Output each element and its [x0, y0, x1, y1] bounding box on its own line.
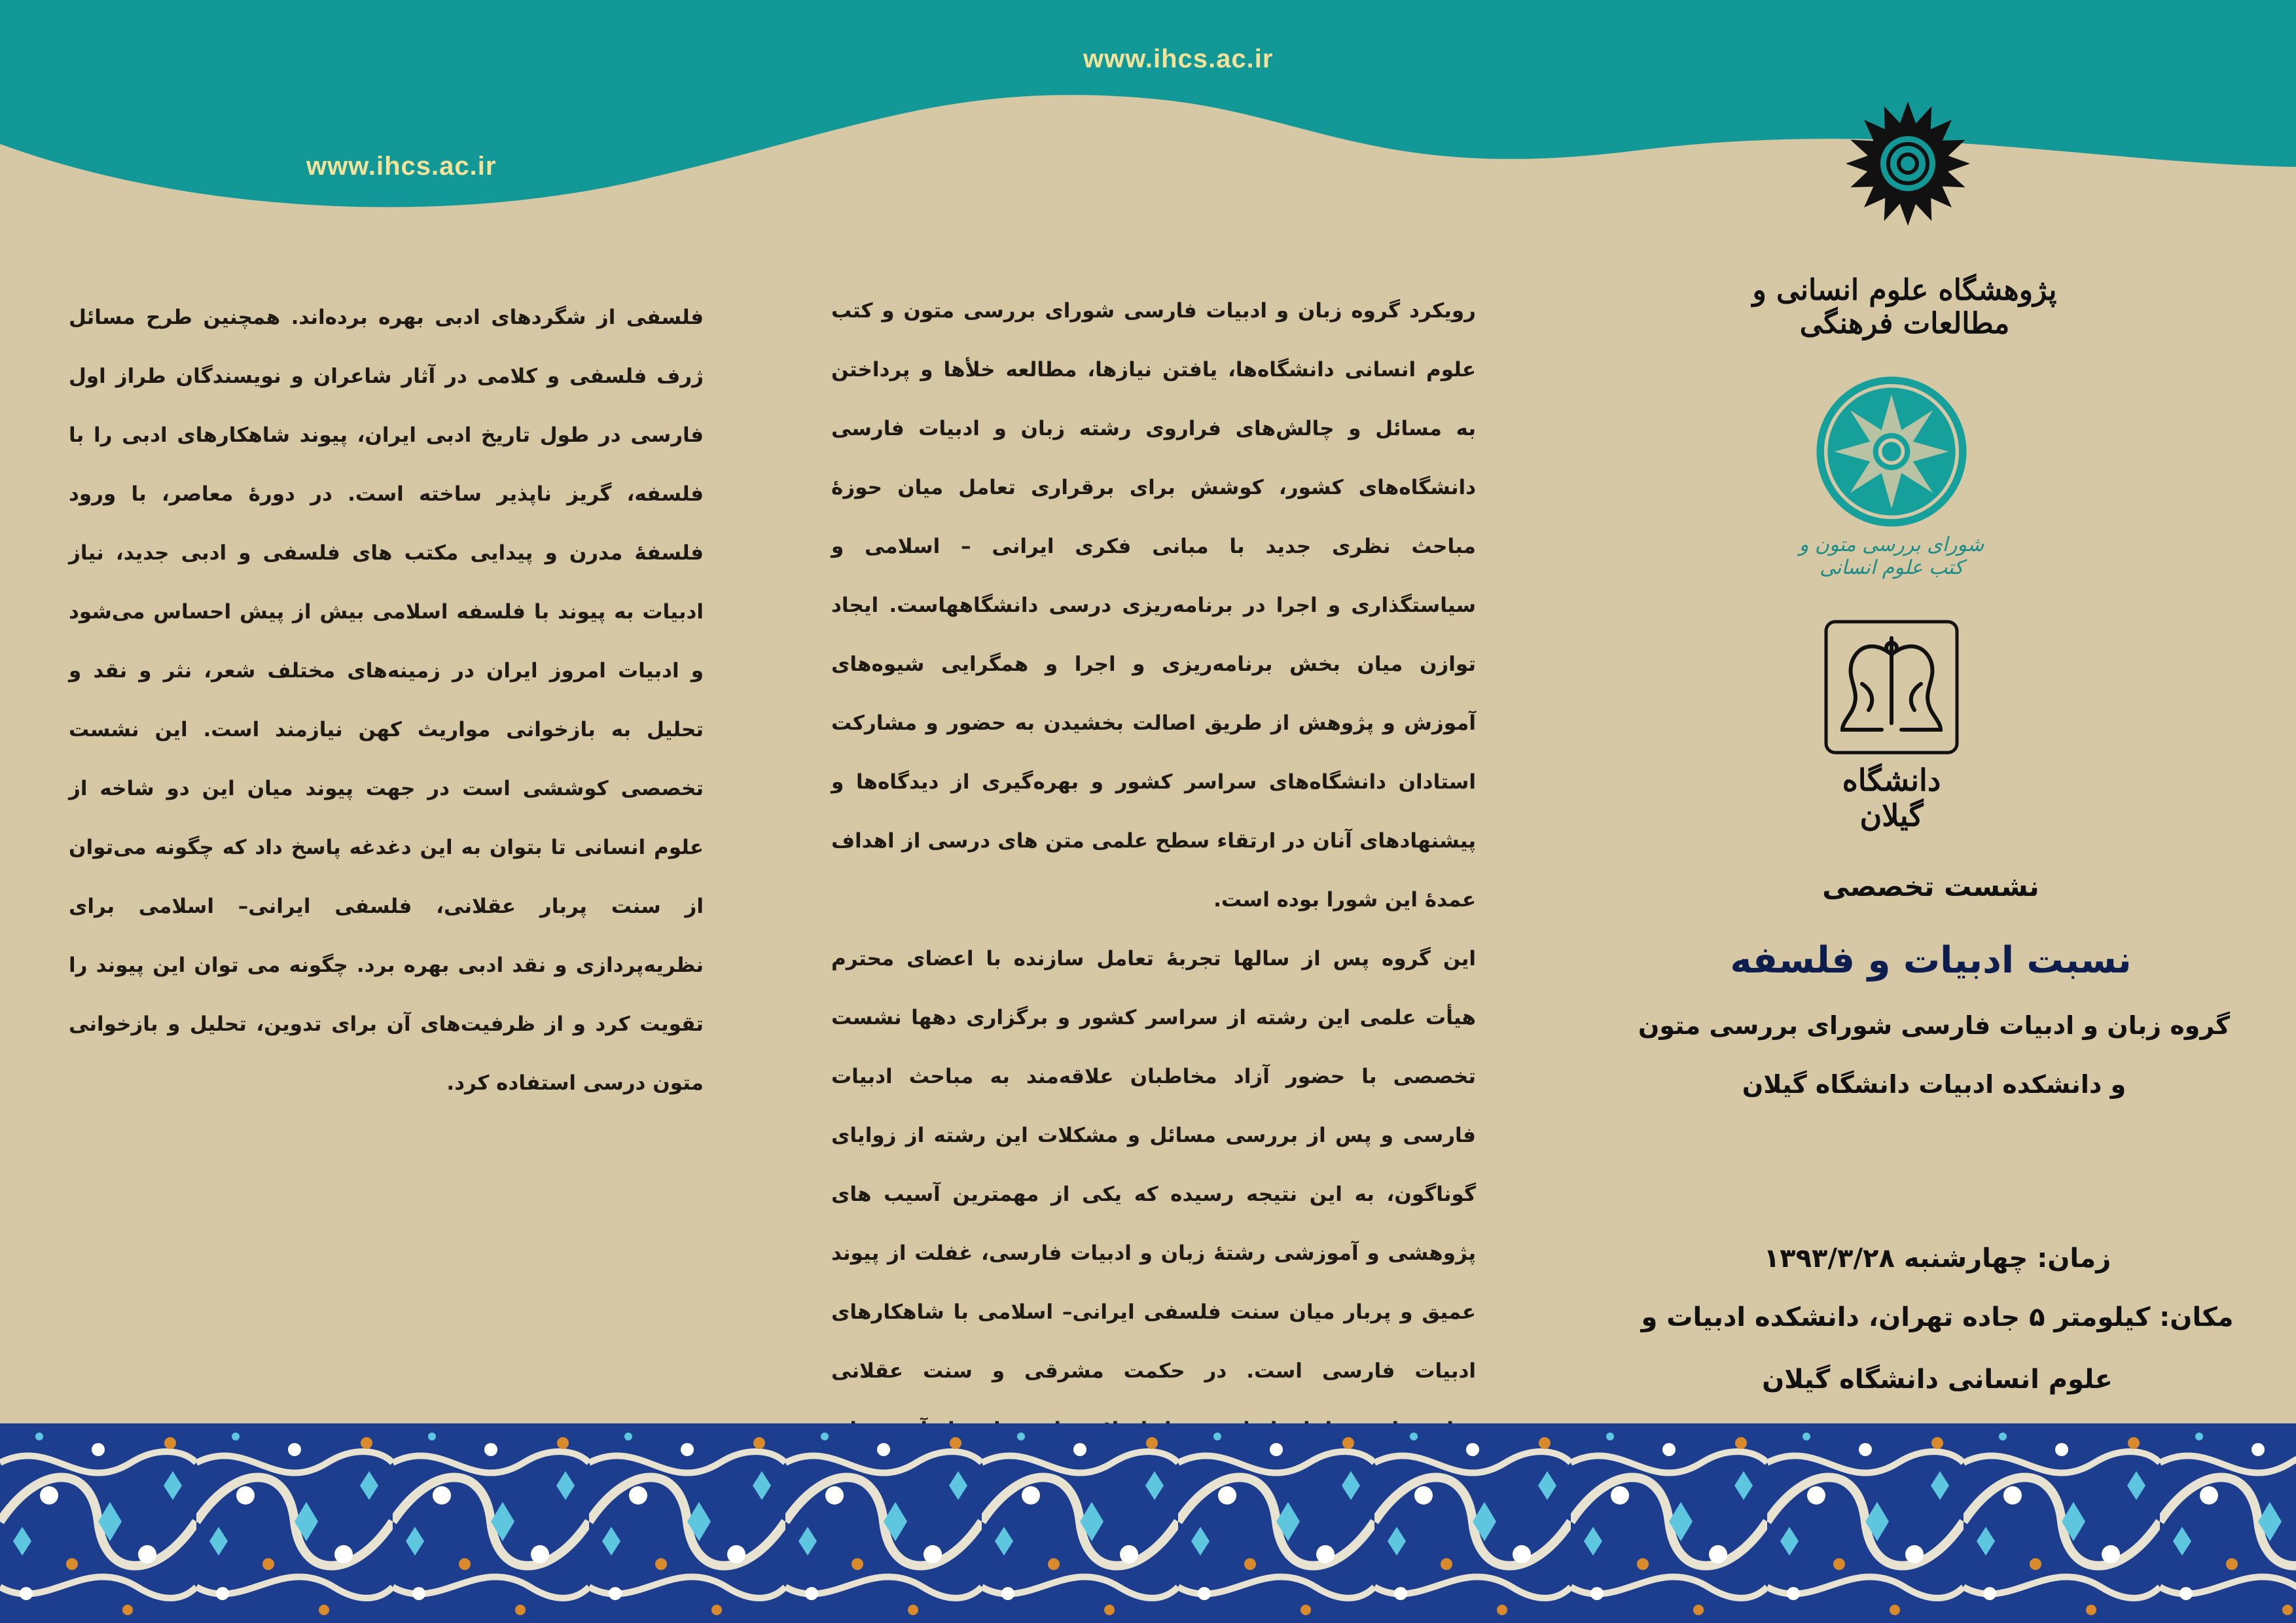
- event-time: زمان: چهارشنبه ۱۳۹۳/۳/۲۸: [1763, 1243, 2111, 1274]
- website-url-top[interactable]: www.ihcs.ac.ir: [1083, 45, 1274, 73]
- event-title: نسبت ادبیات و فلسفه: [1730, 939, 2132, 982]
- council-rosette-logo-icon: [1813, 373, 1970, 530]
- ihcs-star-emblem-icon: [1842, 98, 1973, 229]
- left-column-text: [69, 288, 704, 1113]
- middle-paragraph-2: این گروه پس از سالها تجربهٔ تعامل سازنده با اعضای محترم هیأت علمی این رشته از سراسر کشور و برگزاری دهها نشست تخصصی با حضور آزاد مخاطبان علاقه‌مند به مباحث ادبیات فارسی و پس از بررسی مسائل و مشکلات این رشته از زوایای گوناگون، به این نتیجه رسیده که یکی از مهمترین آسیب های پژوهشی و آموزشی رشتهٔ زبان و ادبیات فارسی، غفلت از پیوند عمیق و پربار میان سنت فلسفی ایرانی– اسلامی با شاهکارهای ادبیات فارسی است. در حکمت مشرقی و سنت عقلانی: [831, 947, 1476, 1383]
- middle-paragraph-1: رویکرد گروه زبان و ادبیات فارسی شورای بررسی متون و کتب علوم انسانی دانشگاه‌ها، یافتن نیازها، مطالعه خلأها و پرداختن به مسائل و چالش‌های فراروی رشته زبان و ادبیات فارسی دانشگاه‌های کشور، کوشش برای برقراری تعامل میان حوزهٔ مباحث نظری جدید با مبانی فکری ایرانی – اسلامی و سیاستگذاری و اجرا در برنامه‌ریزی درسی دانشگاههاست. ایجاد توازن میان بخش برنامه‌ریزی و اجرا و همگرایی شیوه‌های آموزش و پژوهش از طریق اصالت بخشیدن به حضور و مشارکت استادان دانشگاه‌های سراسر کشور و بهره‌گیری از دیدگاه‌ها و پیشنهادهای آنان در ارتقاء سطح علمی متن های درسی از اهداف عمدهٔ این شورا بوده است.: [831, 299, 1476, 912]
- website-url-left[interactable]: www.ihcs.ac.ir: [306, 152, 497, 181]
- event-type: نشست تخصصی: [1822, 870, 2039, 902]
- organizer-line-2: و دانشکده ادبیات دانشگاه گیلان: [1742, 1070, 2126, 1099]
- event-place-line-2: علوم انسانی دانشگاه گیلان: [1762, 1364, 2113, 1395]
- left-paragraph-1: فلسفی از شگردهای ادبی بهره برده‌اند. همچنین طرح مسائل ژرف فلسفی و کلامی در آثار شاعران و نویسندگان طراز اول فارسی در طول تاریخ ادبی ایران، پیوند شاهکارهای ادبی را با فلسفه، گریز ناپذیر ساخته است. در دورهٔ معاصر، با ورود فلسفهٔ مدرن و پیدایی مکتب های فلسفی و ادبی جدید، نیاز ادبیات به پیوند با فلسفه اسلامی بیش از پیش احساس می‌شود و ادبیات امروز ایران در زمینه‌های مختلف شعر، نثر و نقد و تحلیل به بازخوانی مواریث کهن نیازمند است. این نشست تخصصی کوششی است در جهت پیوند میان این دو شاخه از علوم انسانی تا بتوان به این دغدغه پاسخ داد که چگونه می‌توان از سنت پربار عقلانی، فلسفی ایرانی– اسلامی برای نظریه‌پردازی و نقد ادبی بهره برد. چگونه می توان این پیوند را تقویت کرد و از ظرفیت‌های آن برای تدوین، تحلیل و بازخوانی متون درسی استفاده کرد.: [69, 306, 704, 1095]
- middle-column-text: [831, 281, 1476, 1577]
- institute-name: پژوهشگاه علوم انسانی و مطالعات فرهنگی: [1752, 274, 2057, 340]
- event-place-line-1: مکان: کیلومتر ۵ جاده تهران، دانشکده ادبیات و: [1641, 1302, 2234, 1332]
- persian-tile-pattern-band: [0, 1423, 2296, 1623]
- organizer-line-1: گروه زبان و ادبیات فارسی شورای بررسی متون: [1638, 1011, 2231, 1040]
- council-caption: شورای بررسی متون و کتب علوم انسانی: [1799, 533, 1984, 579]
- university-of-guilan-logo-icon: [1823, 618, 1960, 756]
- university-name: دانشگاه گیلان: [1842, 762, 1941, 833]
